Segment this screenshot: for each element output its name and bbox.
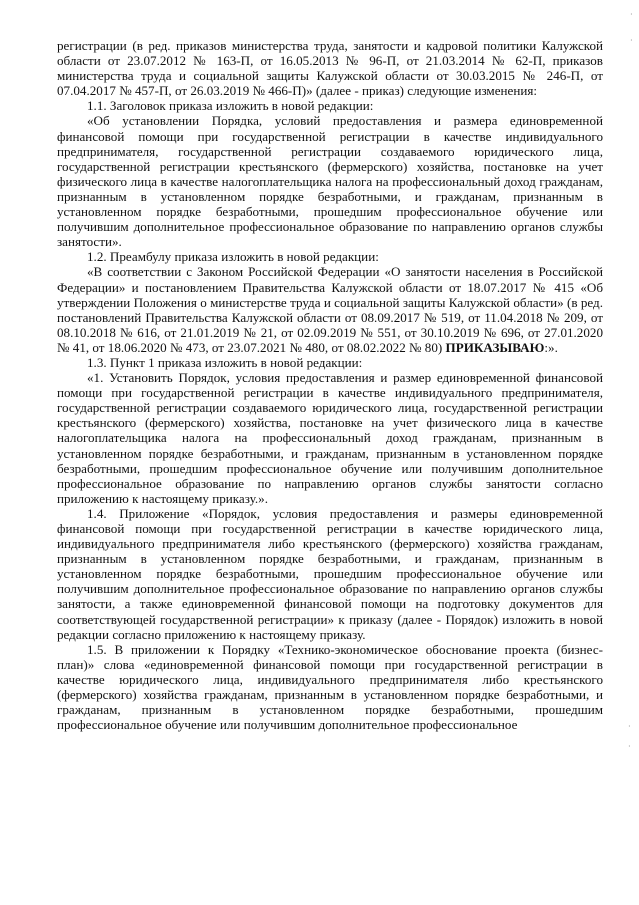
edge-mark-right-1: ·	[628, 722, 631, 731]
paragraph-intro: регистрации (в ред. приказов министерства труда, занятости и кадровой политики Калужской области от 23.07.2012 № 163-П, от 16.05.2013 № 96-П, от 21.03.2014 № 62-П, приказов министерства труда и социальной защиты Калужской области от 30.03.2015 № 246-П, от 07.04.2017 № 457-П, от 26.03.2019 № 466-П)» (далее - приказ) следующие изменения:	[57, 38, 603, 99]
preamble-order-word: ПРИКАЗЫВАЮ	[445, 339, 545, 355]
paragraph-point-1-text: «1. Установить Порядок, условия предоставления и размер единовременной финансовой помощи при государственной регистрации в качестве индивидуального предпринимателя, государственной регистрации создаваемого юридического лица, государственной регистрации крестьянского (фермерского) хозяйства, постановке на учет физического лица в качестве налогоплательщика налога на профессиональный доход гражданам, признанным в установленном порядке безработными, и гражданам, признанным в установленном порядке безработными, прошедшим профессиональное обучение или получившим дополнительное профессиональное образование по направлению органов службы занятости согласно приложению к настоящему приказу.».	[57, 370, 603, 506]
paragraph-1-5: 1.5. В приложении к Порядку «Технико-экономическое обоснование проекта (бизнес-план)» слова «единовременной финансовой помощи при государственной регистрации в качестве юридического лица, индивидуального предпринимателя либо крестьянского (фермерского) хозяйства гражданам, признанным в установленном порядке безработными, и гражданам, признанным в установленном порядке безработными, прошедшим профессиональное обучение или получившим дополнительное профессиональное	[57, 641, 603, 733]
edge-mark-top2: ·	[630, 36, 633, 45]
edge-mark-top: ·	[630, 10, 633, 19]
preamble-main: «В соответствии с Законом Российской Федерации «О занятости населения в Российской Федерации» и постановлением Правительства Калужской области от 18.07.2017 № 415 «Об утверждении Положения о министерстве труда и социальной защиты Калужской области» (в ред. постановлений Правительства Калужской области от 08.09.2017 № 519, от 11.04.2018 № 209, от 08.10.2018 № 616, от 21.01.2019 № 21, от 02.09.2019 № 551, от 30.10.2019 № 696, от 27.01.2020 № 41, от 18.06.2020 № 473, от 23.07.2021 № 480, от 08.02.2022 № 80)	[57, 264, 603, 355]
preamble-end: :».	[544, 339, 558, 355]
document-body	[57, 38, 603, 732]
paragraph-1-4: 1.4. Приложение «Порядок, условия предоставления и размеры единовременной финансовой помощи при государственной регистрации в качестве юридического лица, индивидуального предпринимателя либо крестьянского (фермерского) хозяйства гражданам, признанным в установленном порядке безработными, и гражданам, признанным в установленном порядке безработными, прошедшим профессиональное обучение или получившим дополнительное профессиональное образование по направлению органов службы занятости, а также единовременной финансовой помощи на подготовку документов для соответствующей государственной регистрации» к приказу (далее - Порядок) изложить в новой редакции согласно приложению к настоящему приказу.	[57, 505, 603, 642]
edge-mark-right-2: ·	[628, 742, 631, 751]
paragraph-1-1: 1.1. Заголовок приказа изложить в новой редакции:	[87, 98, 374, 114]
paragraph-1-2: 1.2. Преамбулу приказа изложить в новой редакции:	[87, 249, 379, 265]
paragraph-1-3: 1.3. Пункт 1 приказа изложить в новой редакции:	[87, 354, 363, 370]
paragraph-preamble-text	[57, 264, 603, 355]
paragraph-title-text: «Об установлении Порядка, условий предоставления и размера единовременной финансовой помощи при государственной регистрации в качестве индивидуального предпринимателя, государственной регистрации создаваемого юридического лица, государственной регистрации крестьянского (фермерского) хозяйства, постановке на учет физического лица в качестве налогоплательщика налога на профессиональный доход гражданам, признанным в установленном порядке безработными, и гражданам, признанным в установленном порядке безработными, прошедшим профессиональное обучение или получившим дополнительное профессиональное образование по направлению органов службы занятости».	[57, 113, 603, 250]
